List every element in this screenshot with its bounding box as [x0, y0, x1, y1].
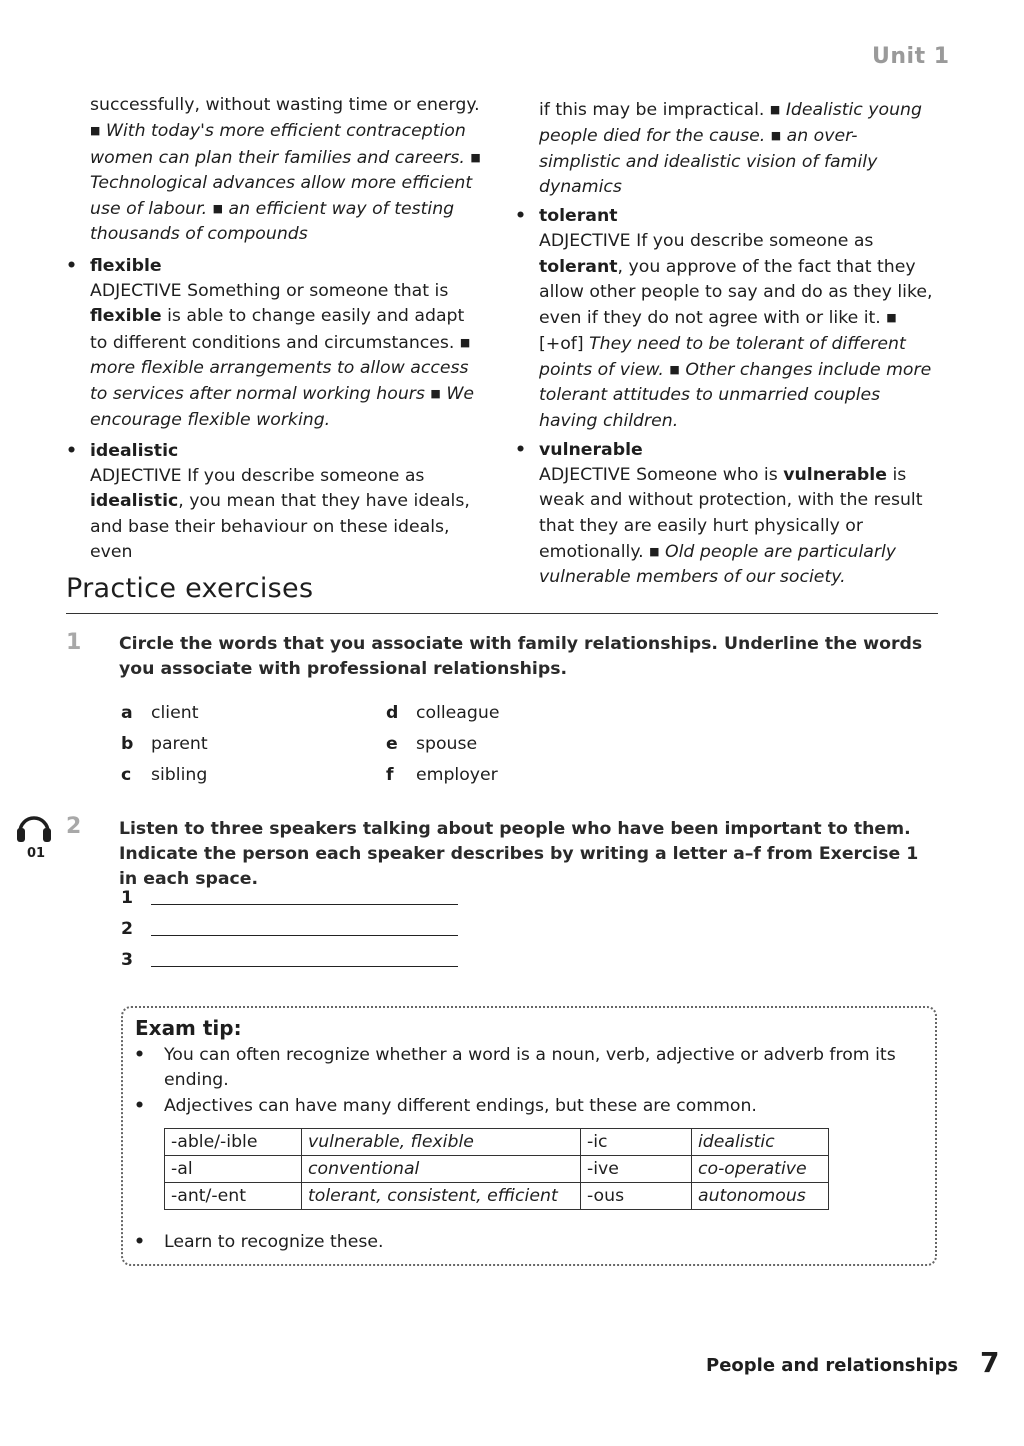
bullet-icon: • [134, 1096, 146, 1116]
part-of-speech: ADJECTIVE [539, 465, 631, 486]
example: more flexible arrangements to allow access to services after normal working hours [90, 357, 469, 405]
table-cell: idealistic [692, 1129, 829, 1156]
part-of-speech: ADJECTIVE [539, 231, 631, 252]
definition-text: If you describe someone as [187, 466, 425, 487]
definition-text: if this may be impractical. [539, 100, 765, 120]
option-item: a client [121, 703, 199, 723]
table-row [165, 1183, 829, 1210]
tip-text: Learn to recognize these. [164, 1232, 384, 1252]
option-item: b parent [121, 734, 208, 754]
definition-text: is able to change easily and adapt to different conditions and circumstances. [90, 306, 465, 353]
headphones-icon [14, 806, 54, 846]
bullet-icon: • [515, 206, 527, 227]
table-cell: -able/-ible [165, 1129, 302, 1156]
definition-text: , you mean that they have ideals, and base their behaviour on these ideals, even [90, 491, 470, 563]
section-divider [66, 613, 938, 614]
headword: vulnerable [539, 439, 643, 460]
table-cell: -ant/-ent [165, 1183, 302, 1210]
table-cell: co-operative [692, 1156, 829, 1183]
efficient-continuation: successfully, without wasting time or energy. ■ With today's more efficient contraception women can plan their families and careers. ■ Technological advances allow more efficient use of labour. ■ an efficient way of testing thousands of compounds [90, 95, 481, 245]
unit-label: Unit 1 [872, 44, 950, 69]
table-cell: conventional [302, 1156, 581, 1183]
suffix-table [164, 1128, 829, 1210]
exercise-instruction: Circle the words that you associate with family relationships. Underline the words you associate with professional relationships. [119, 634, 923, 679]
tip-text: You can often recognize whether a word is a noun, verb, adjective or adverb from its ending. [164, 1045, 896, 1090]
bullet-icon: • [134, 1045, 146, 1065]
idealistic-continuation: if this may be impractical. ■ Idealistic young people died for the cause. ■ an over-simplistic and idealistic vision of family dynamics [539, 100, 922, 197]
footer-section-title: People and relationships [706, 1355, 959, 1376]
table-cell: -al [165, 1156, 302, 1183]
part-of-speech: ADJECTIVE [90, 281, 182, 302]
table-cell: -ic [581, 1129, 692, 1156]
example: Other changes include more tolerant attitudes to unmarried couples having children. [539, 359, 932, 431]
part-of-speech: ADJECTIVE [90, 466, 182, 487]
tip-bullet [134, 1043, 904, 1093]
headword: idealistic [90, 440, 179, 461]
left-column [66, 93, 486, 565]
table-row [165, 1156, 829, 1183]
definition-keyword: idealistic [90, 491, 179, 512]
definition-text: successfully, without wasting time or energy. [90, 95, 480, 115]
example: We encourage flexible working. [90, 384, 475, 430]
option-item: e spouse [386, 734, 478, 754]
right-column [515, 97, 935, 591]
entry-tolerant: • tolerant ADJECTIVE If you describe someone as tolerant, you approve of the fact that they allow other people to say and do as they like, even if they do not agree with or like it. ■ [+of] They need to be tolerant of different points of view. ■ Other changes include more tolerant attitudes to unmarried couples having children. [515, 204, 935, 434]
definition-text: , you approve of the fact that they allow other people to say and do as they like, even if they do not agree with or like it. [539, 256, 933, 329]
audio-track-number: 01 [27, 846, 46, 861]
table-cell: -ous [581, 1183, 692, 1210]
table-cell: -ive [581, 1156, 692, 1183]
page-number: 7 [980, 1346, 1000, 1379]
example: They need to be tolerant of different points of view. [539, 333, 906, 380]
exercise-number: 2 [66, 814, 82, 839]
entry-flexible: • flexible ADJECTIVE Something or someone that is flexible is able to change easily and adapt to different conditions and circumstances. ■ more flexible arrangements to allow access to services after normal working hours ■ We encourage flexible working. [66, 254, 486, 433]
example: With today's more efficient contraception women can plan their families and careers. [90, 121, 466, 168]
definition-text: is weak and without protection, with the result that they are easily hurt physically or emotionally. [539, 465, 923, 563]
option-item: c sibling [121, 765, 208, 785]
definition-keyword: vulnerable [783, 465, 887, 486]
definition-text: If you describe someone as [636, 231, 874, 252]
table-cell: vulnerable, flexible [302, 1129, 581, 1156]
definition-keyword: tolerant [539, 256, 618, 277]
section-title: Practice exercises [66, 573, 314, 604]
answer-blank[interactable]: 1 [121, 888, 461, 908]
example: an over-simplistic and idealistic vision of family dynamics [539, 126, 878, 197]
exercise-number: 1 [66, 630, 82, 655]
answer-blank[interactable]: 2 [121, 919, 461, 939]
exercise-instruction: Listen to three speakers talking about people who have been important to them. Indicate the person each speaker describes by writing a letter a–f from Exercise 1 in each space. [119, 819, 919, 889]
example: Old people are particularly vulnerable members of our society. [539, 542, 896, 588]
bullet-icon: • [134, 1232, 146, 1252]
example: an efficient way of testing thousands of compounds [90, 199, 455, 245]
definition-keyword: flexible [90, 306, 162, 327]
grammar-note: [+of] [539, 333, 584, 354]
tip-bullet [134, 1094, 904, 1119]
bullet-icon: • [515, 439, 527, 460]
answer-blank[interactable]: 3 [121, 950, 461, 970]
definition-text: Something or someone that is [187, 281, 449, 302]
option-item: d colleague [386, 703, 500, 723]
tip-bullet [134, 1230, 904, 1255]
exam-tip-title: Exam tip: [135, 1016, 242, 1040]
headword: tolerant [539, 206, 618, 227]
option-item: f employer [386, 765, 498, 785]
table-row [165, 1129, 829, 1156]
entry-vulnerable: • vulnerable ADJECTIVE Someone who is vulnerable is weak and without protection, with the result that they are easily hurt physically or emotionally. ■ Old people are particularly vulnerable members of our society. [515, 438, 935, 591]
table-cell: tolerant, consistent, efficient [302, 1183, 581, 1210]
table-cell: autonomous [692, 1183, 829, 1210]
example: Idealistic young people died for the cause. [539, 100, 922, 147]
example: Technological advances allow more efficient use of labour. [90, 172, 473, 220]
definition-text: Someone who is [636, 465, 778, 486]
tip-text: Adjectives can have many different endings, but these are common. [164, 1096, 757, 1116]
headword: flexible [90, 255, 162, 276]
bullet-icon: • [66, 255, 78, 276]
entry-idealistic [66, 439, 486, 565]
bullet-icon: • [66, 440, 78, 461]
